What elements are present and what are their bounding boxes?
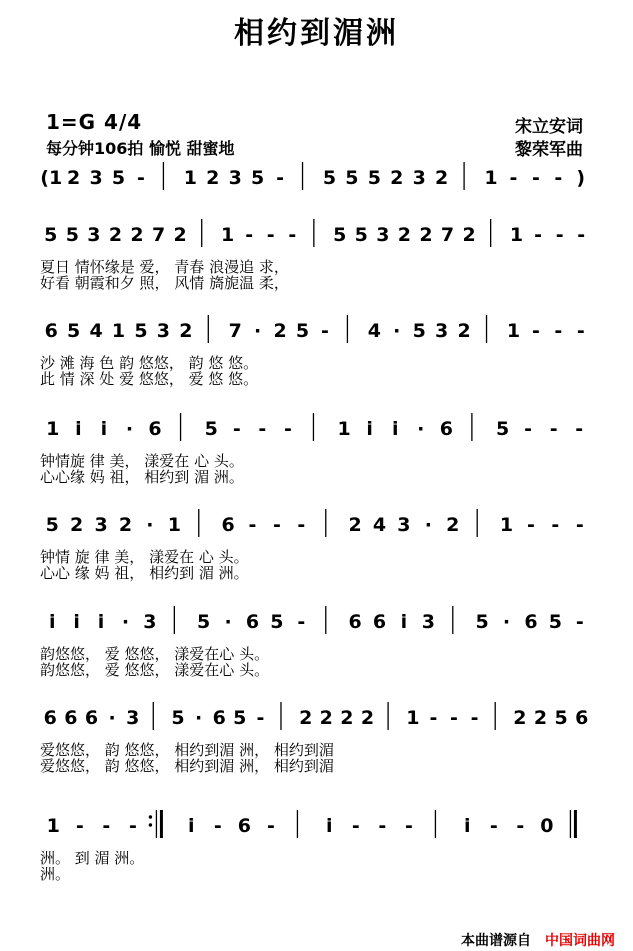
dot: ·: [146, 514, 154, 536]
note: 3: [143, 611, 157, 633]
note: 5: [354, 224, 368, 246]
note: 6: [148, 418, 162, 440]
note: 2: [397, 224, 412, 246]
lyric-line: 爱悠悠， 韵 悠悠， 相约到湄 洲， 相约到湄: [40, 757, 334, 775]
dash: -: [524, 418, 533, 440]
note: 5: [251, 167, 265, 189]
note: 5: [322, 167, 337, 189]
note: 5: [45, 514, 59, 536]
note: 2: [67, 167, 81, 189]
dash: -: [266, 815, 275, 837]
note: 6: [439, 418, 453, 440]
note: 3: [435, 320, 449, 342]
dash: -: [575, 418, 584, 440]
dash: -: [258, 418, 267, 440]
note: 6: [44, 320, 58, 342]
note: 2: [419, 224, 433, 246]
note: 6: [575, 707, 589, 729]
note: i: [391, 418, 399, 440]
note: 0: [540, 815, 554, 837]
note: 2: [390, 167, 404, 189]
key-signature: 1=G 4/4: [46, 110, 143, 134]
note: 1: [484, 167, 498, 189]
dash: -: [256, 707, 265, 729]
note: 5: [134, 320, 148, 342]
dot: ·: [254, 320, 262, 342]
note: 6: [43, 707, 57, 729]
note: 1: [220, 224, 235, 246]
dash: -: [288, 224, 297, 246]
note: 2: [118, 514, 133, 536]
dot: ·: [224, 611, 232, 633]
dash: -: [526, 514, 535, 536]
dash: -: [575, 514, 584, 536]
dash: -: [450, 707, 458, 729]
note: 4: [89, 320, 103, 342]
lyric-line: 心心 缘 妈 祖， 相约到 湄 洲。: [40, 564, 249, 582]
dot: ·: [125, 418, 134, 440]
note: 2: [457, 320, 471, 342]
note: 2: [130, 224, 144, 246]
note: 2: [533, 707, 548, 729]
footer-site: 中国词曲网: [545, 933, 615, 949]
lyric-line: 好看 朝霞和夕 照， 风情 旖旎温 柔，: [40, 274, 289, 292]
note: 5: [345, 167, 359, 189]
note: 3: [228, 167, 242, 189]
note: 2: [513, 707, 527, 729]
note: 3: [397, 514, 411, 536]
dash: -: [531, 320, 540, 342]
dash: -: [577, 224, 586, 246]
dash: -: [555, 224, 564, 246]
dash: -: [232, 418, 241, 440]
tempo-mood: 每分钟106拍 愉悦 甜蜜地: [46, 139, 235, 158]
dash: -: [297, 514, 306, 536]
note: i: [366, 418, 373, 440]
dot: ·: [417, 418, 425, 440]
dash: -: [549, 418, 558, 440]
composer-credit: 黎荣军曲: [515, 140, 583, 160]
dash: -: [516, 815, 525, 837]
note: 5: [333, 224, 347, 246]
note: 3: [89, 167, 103, 189]
dash: -: [75, 815, 84, 837]
note: 2: [360, 707, 375, 729]
note: 5: [65, 224, 79, 246]
note: 7: [440, 224, 455, 246]
note: 2: [319, 707, 333, 729]
note: 5: [367, 167, 381, 189]
note: 6: [524, 611, 538, 633]
dot: ·: [424, 514, 432, 536]
dot: ·: [194, 707, 203, 729]
dash: -: [554, 320, 563, 342]
note: i: [73, 611, 80, 633]
dash: -: [351, 815, 360, 837]
dash: -: [321, 320, 329, 342]
note: 5: [412, 320, 426, 342]
dash: -: [137, 167, 145, 189]
dash: -: [489, 815, 498, 837]
note: 1: [337, 418, 351, 440]
lyric-line: 沙 滩 海 色 韵 悠悠， 韵 悠 悠。: [40, 354, 259, 372]
dash: -: [272, 514, 281, 536]
dash: -: [283, 418, 292, 440]
note: 5: [295, 320, 310, 342]
note: 5: [548, 611, 562, 633]
note: 5: [495, 418, 510, 440]
note: 2: [435, 167, 449, 189]
note: i: [188, 815, 195, 837]
note: 5: [197, 611, 211, 633]
note: 5: [67, 320, 81, 342]
note: 1: [506, 320, 521, 342]
note: 2: [173, 224, 187, 246]
repeat-dot: [149, 815, 152, 818]
note: 6: [237, 815, 251, 837]
note: 1: [406, 707, 420, 729]
note: 1: [167, 514, 181, 536]
dash: -: [378, 815, 387, 837]
note: 5: [204, 418, 218, 440]
note: 6: [221, 514, 235, 536]
note: 6: [64, 707, 78, 729]
dash: -: [551, 514, 560, 536]
dash: -: [509, 167, 518, 189]
dash: -: [128, 815, 137, 837]
note: 5: [111, 167, 126, 189]
lyric-line: 爱悠悠， 韵 悠悠， 相约到湄 洲， 相约到湄: [40, 741, 334, 759]
note: 6: [245, 611, 260, 633]
dash: -: [429, 707, 438, 729]
note: 3: [156, 320, 171, 342]
note: 2: [273, 320, 287, 342]
note: 4: [367, 320, 381, 342]
dash: -: [470, 707, 479, 729]
note: 1: [46, 815, 60, 837]
note: 2: [446, 514, 460, 536]
note: 3: [126, 707, 140, 729]
note: ): [576, 167, 586, 189]
note: 5: [270, 611, 284, 633]
note: i: [100, 418, 108, 440]
lyric-line: 韵悠悠， 爱 悠悠， 漾爱在心 头。: [40, 661, 270, 679]
note: 1: [509, 224, 524, 246]
note: 2: [348, 514, 362, 536]
dash: -: [404, 815, 413, 837]
dash: -: [266, 224, 275, 246]
lyric-line: 夏日 情怀缘是 爱， 青春 浪漫追 求，: [40, 258, 289, 276]
note: 1: [499, 514, 514, 536]
dot: ·: [108, 707, 116, 729]
note: i: [464, 815, 471, 837]
note: i: [97, 611, 105, 633]
note: i: [75, 418, 82, 440]
dash: -: [534, 224, 543, 246]
lyric-line: 心心缘 妈 祖， 相约到 湄 洲。: [40, 468, 244, 486]
dot: ·: [121, 611, 130, 633]
note: i: [400, 611, 408, 633]
note: 3: [376, 224, 390, 246]
lyric-line: 钟情 旋 律 美， 漾爱在 心 头。: [40, 548, 249, 566]
note: 2: [70, 514, 84, 536]
note: 5: [554, 707, 568, 729]
lyric-line: 韵悠悠， 爱 悠悠， 漾爱在心 头。: [40, 645, 270, 663]
lyricist-credit: 宋立安词: [515, 117, 583, 137]
dash: -: [102, 815, 111, 837]
note: 1: [46, 418, 60, 440]
repeat-dot: [149, 823, 152, 826]
dash: -: [554, 167, 563, 189]
note: 3: [421, 611, 435, 633]
note: 5: [44, 224, 58, 246]
note: 1: [183, 167, 197, 189]
lyric-line: 钟情旋 律 美， 漾爱在 心 头。: [40, 452, 244, 470]
note: 6: [372, 611, 387, 633]
note: 2: [206, 167, 220, 189]
footer-source: 本曲谱源自: [461, 933, 531, 949]
dash: -: [213, 815, 222, 837]
note: 3: [412, 167, 426, 189]
dash: -: [245, 224, 254, 246]
dash: -: [248, 514, 257, 536]
note: 6: [212, 707, 226, 729]
note: 3: [87, 224, 101, 246]
note: 6: [84, 707, 99, 729]
dash: -: [276, 167, 285, 189]
dot: ·: [502, 611, 511, 633]
note: 2: [299, 707, 313, 729]
note: i: [326, 815, 333, 837]
note: 2: [462, 224, 476, 246]
page-title: 相约到湄洲: [234, 16, 399, 51]
note: 3: [94, 514, 108, 536]
note: 2: [340, 707, 354, 729]
note: 5: [171, 707, 185, 729]
dot: ·: [393, 320, 401, 342]
note: i: [48, 611, 56, 633]
dash: -: [575, 611, 584, 633]
note: 4: [372, 514, 387, 536]
note: 1: [111, 320, 126, 342]
note: 5: [233, 707, 247, 729]
note: 5: [475, 611, 489, 633]
note: 2: [108, 224, 123, 246]
dash: -: [576, 320, 585, 342]
lyric-line: 此 情 深 处 爱 悠悠， 爱 悠 悠。: [40, 370, 259, 388]
note: 7: [151, 224, 166, 246]
dash: -: [531, 167, 540, 189]
lyric-line: 洲。 到 湄 洲。: [40, 849, 145, 867]
note: (1: [40, 167, 63, 189]
dash: -: [297, 611, 306, 633]
note: 7: [228, 320, 242, 342]
note: 2: [179, 320, 193, 342]
lyric-line: 洲。: [40, 865, 71, 883]
footer: [461, 930, 615, 950]
note: 6: [348, 611, 362, 633]
